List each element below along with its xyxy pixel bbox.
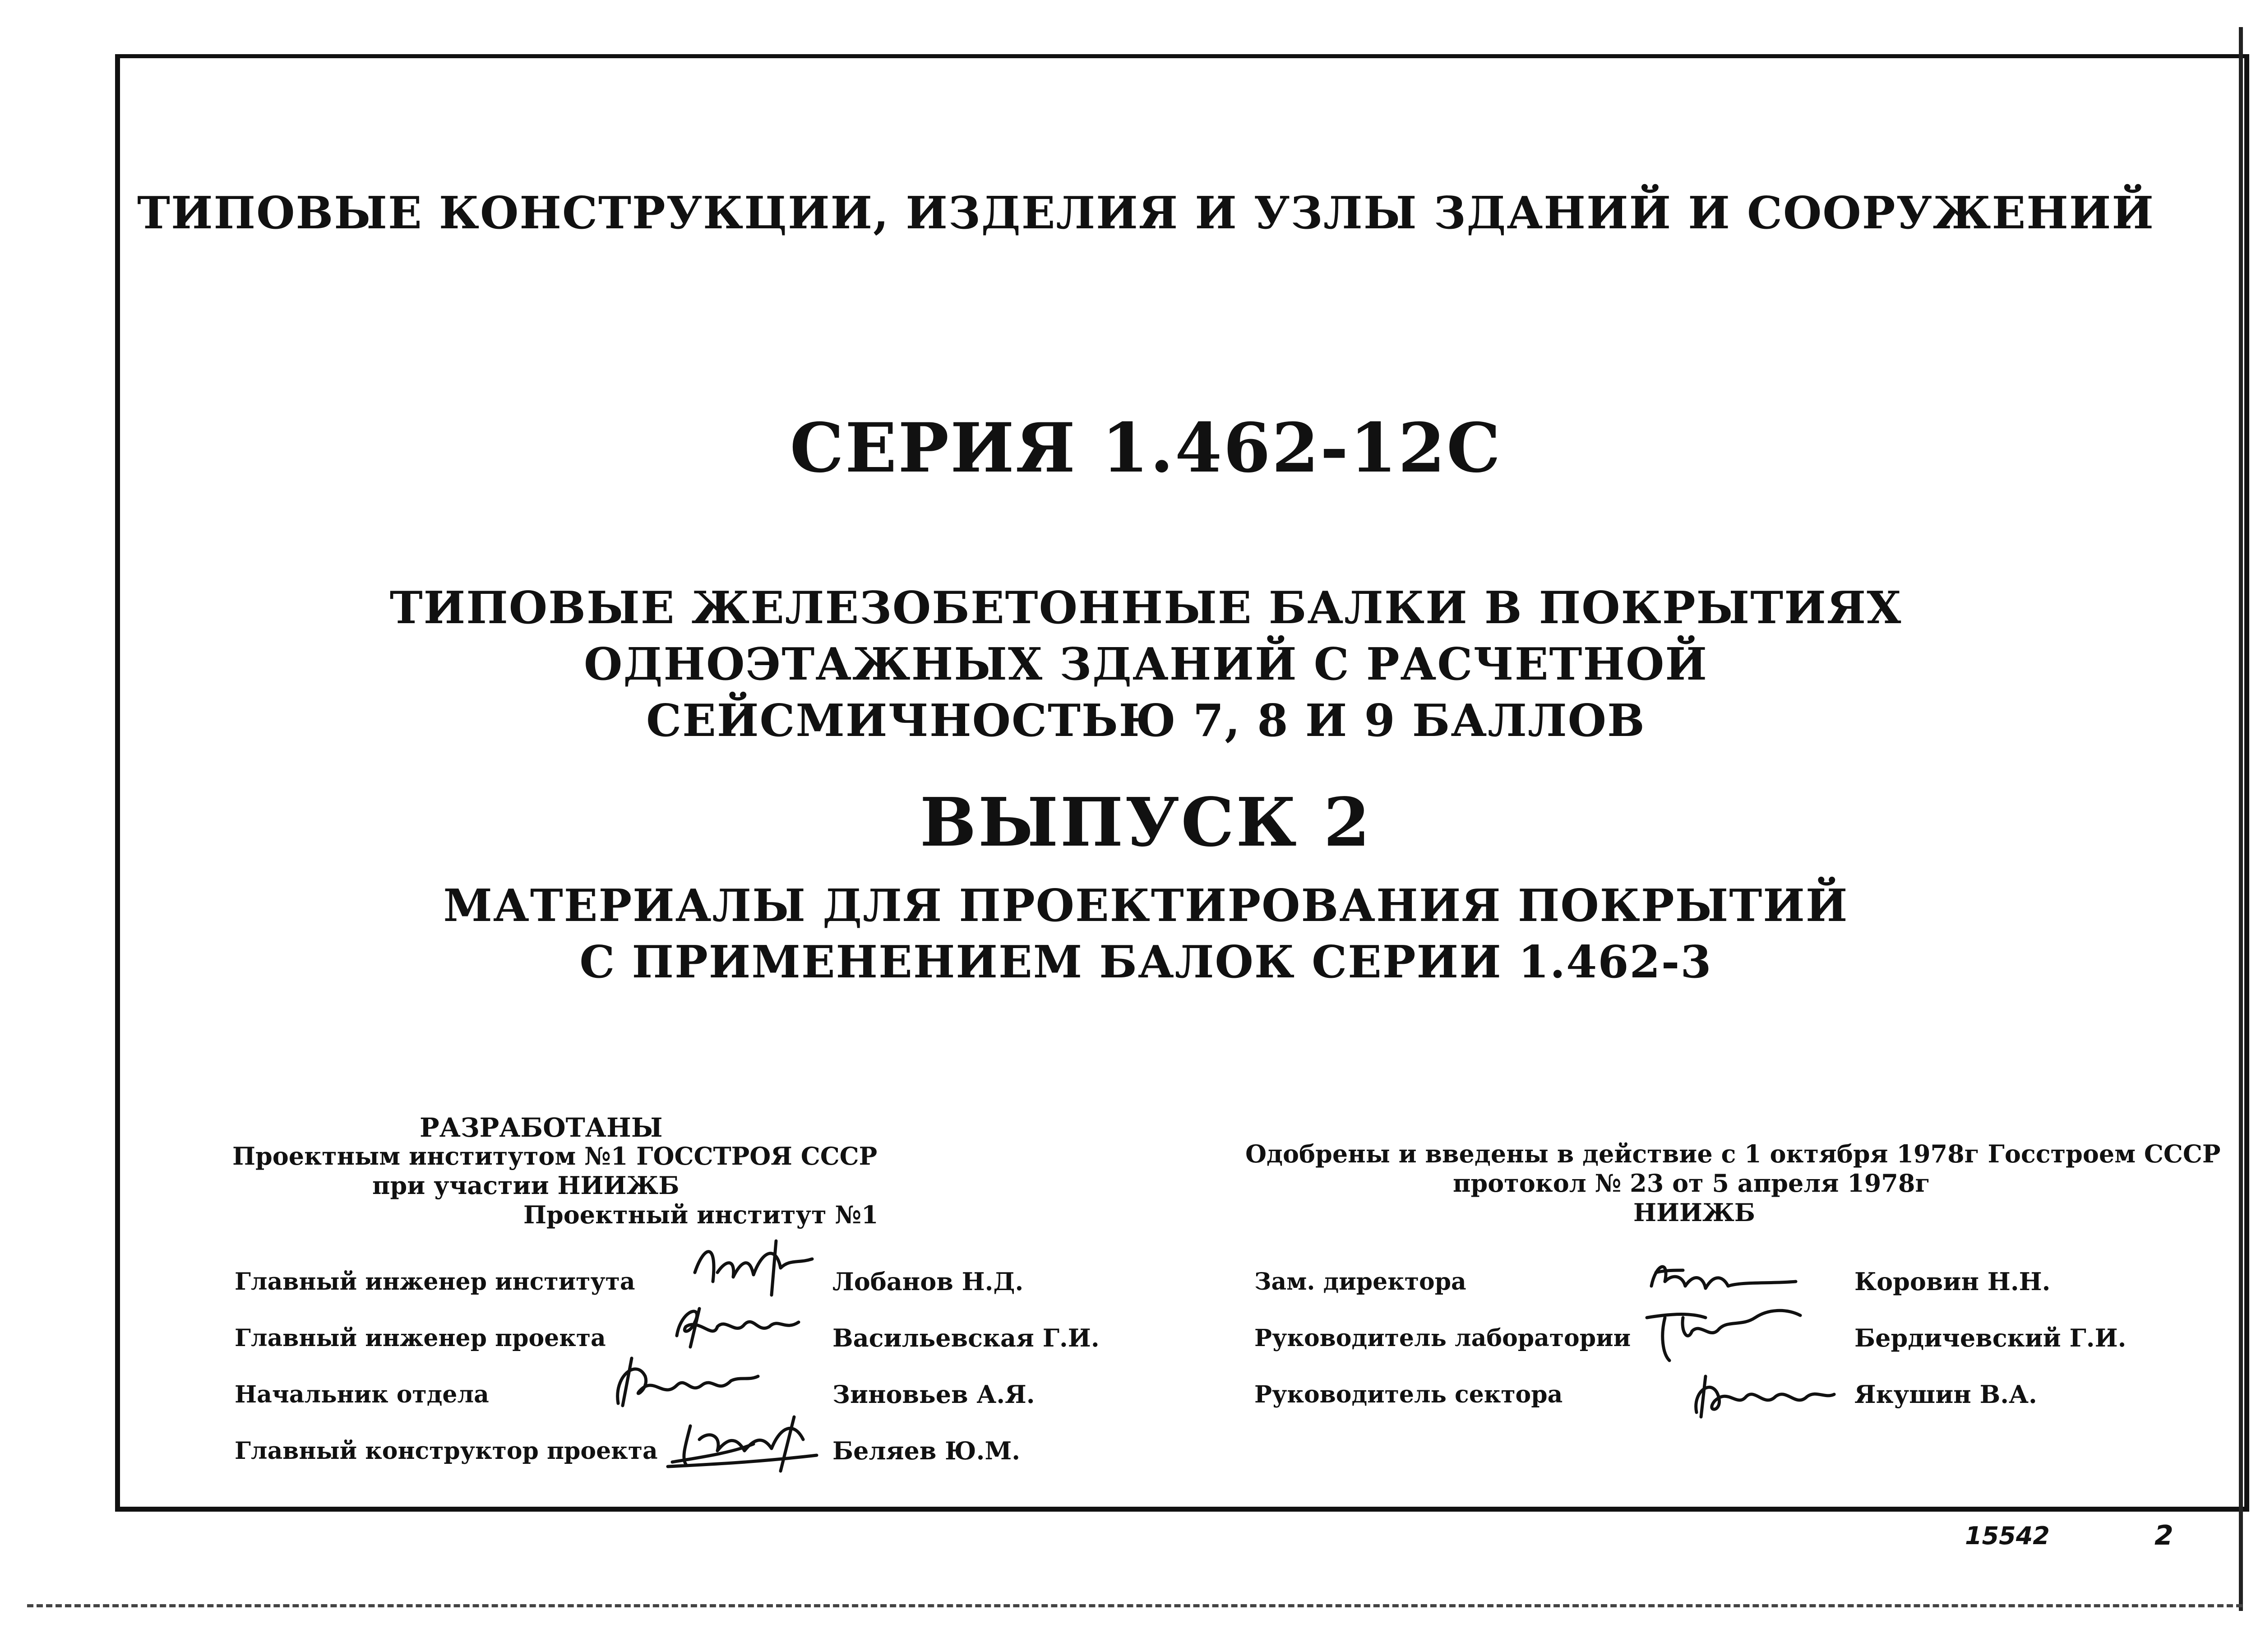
approved-org: НИИЖБ <box>1633 1198 1756 1227</box>
signature-chief-engineer-institute <box>686 1232 821 1300</box>
developed-line-2: при участии НИИЖБ <box>372 1171 680 1200</box>
signature-deputy-director <box>1642 1245 1805 1304</box>
developed-line-3: Проектный институт №1 <box>523 1200 878 1229</box>
subtitle-line-3: СЕЙСМИЧНОСТЬЮ 7, 8 И 9 БАЛЛОВ <box>646 695 1646 747</box>
staff-name-chief-engineer-project: Васильевская Г.И. <box>832 1323 1100 1352</box>
subtitle-line-1: ТИПОВЫЕ ЖЕЛЕЗОБЕТОННЫЕ БАЛКИ В ПОКРЫТИЯХ <box>389 582 1902 634</box>
staff-name-department-head: Зиновьев А.Я. <box>832 1380 1035 1409</box>
approver-role-deputy-director: Зам. директора <box>1254 1268 1466 1296</box>
staff-name-chief-designer: Беляев Ю.М. <box>832 1436 1021 1465</box>
developed-title: РАЗРАБОТАНЫ <box>420 1112 663 1143</box>
sheet-code: 15542 <box>1965 1522 2050 1550</box>
staff-role-chief-engineer-institute: Главный инженер института <box>235 1268 635 1296</box>
signature-lab-head <box>1638 1300 1809 1367</box>
signature-department-head <box>605 1349 767 1412</box>
approved-line-2: протокол № 23 от 5 апреля 1978г <box>1453 1169 1930 1198</box>
materials-line-2: С ПРИМЕНЕНИЕМ БАЛОК СЕРИИ 1.462-3 <box>579 936 1712 988</box>
cut-line-bottom <box>27 1604 2242 1607</box>
document-heading: ТИПОВЫЕ КОНСТРУКЦИИ, ИЗДЕЛИЯ И УЗЛЫ ЗДАНИЙ И СООРУЖЕНИЙ <box>137 187 2154 239</box>
approver-name-lab-head: Бердичевский Г.И. <box>1854 1323 2127 1352</box>
staff-name-chief-engineer-institute: Лобанов Н.Д. <box>832 1267 1024 1296</box>
materials-line-1: МАТЕРИАЛЫ ДЛЯ ПРОЕКТИРОВАНИЯ ПОКРЫТИЙ <box>443 880 1849 932</box>
approved-line-1: Одобрены и введены в действие с 1 октября 1978г Госстроем СССР <box>1245 1139 2221 1168</box>
staff-role-chief-engineer-project: Главный инженер проекта <box>235 1324 606 1352</box>
approver-role-sector-head: Руководитель сектора <box>1254 1381 1563 1408</box>
staff-role-department-head: Начальник отдела <box>235 1381 489 1408</box>
approver-name-deputy-director: Коровин Н.Н. <box>1854 1267 2051 1296</box>
developed-line-1: Проектным институтом №1 ГОССТРОЯ СССР <box>232 1142 878 1171</box>
approver-role-lab-head: Руководитель лаборатории <box>1254 1324 1631 1352</box>
signature-chief-designer <box>659 1408 830 1476</box>
page-number: 2 <box>2154 1520 2173 1551</box>
signature-chief-engineer-project <box>663 1291 812 1354</box>
staff-role-chief-designer: Главный конструктор проекта <box>235 1437 658 1465</box>
series-title: СЕРИЯ 1.462-12С <box>790 408 1502 488</box>
issue-title: ВЫПУСК 2 <box>920 783 1372 861</box>
signature-sector-head <box>1687 1363 1841 1426</box>
subtitle-line-2: ОДНОЭТАЖНЫХ ЗДАНИЙ С РАСЧЕТНОЙ <box>583 639 1708 690</box>
approver-name-sector-head: Якушин В.А. <box>1854 1380 2037 1409</box>
